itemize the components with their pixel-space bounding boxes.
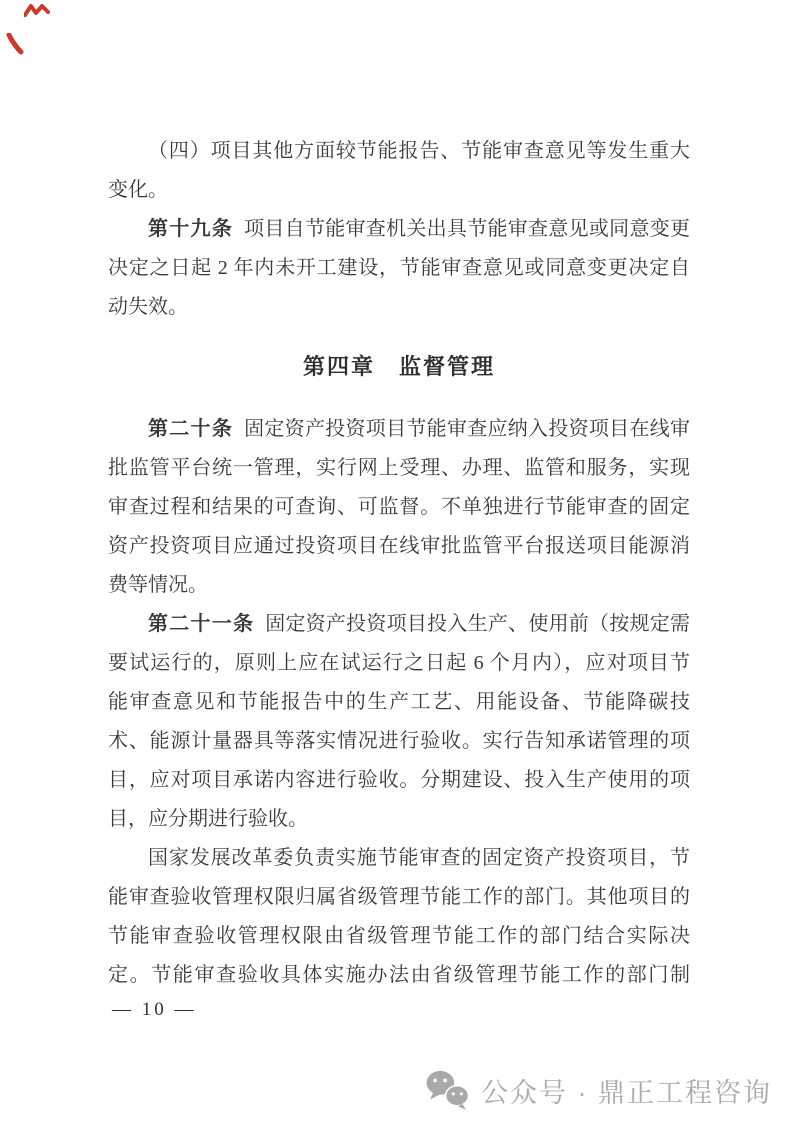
text-line: 第十九条 项目自节能审查机关出具节能审查意见或同意变更 (148, 218, 691, 240)
text-line: 能审查意见和节能报告中的生产工艺、用能设备、节能降碳技 (108, 691, 690, 713)
paragraph (108, 605, 690, 839)
text-line: 决定之日起 2 年内未开工建设，节能审查意见或同意变更决定自 (108, 257, 690, 279)
article-number: 第十九条 (148, 218, 234, 240)
text-line: 能审查验收管理权限归属省级管理节能工作的部门。其他项目的 (108, 886, 690, 908)
article-number: 第二十条 (148, 418, 234, 440)
text-line: 目，应分期进行验收。 (108, 808, 308, 830)
text-line: 费等情况。 (108, 574, 208, 596)
text-line: 目，应对项目承诺内容进行验收。分期建设、投入生产使用的项 (108, 769, 690, 791)
paragraph (108, 410, 690, 605)
paragraph (108, 210, 690, 327)
text-line: 节能审查验收管理权限由省级管理节能工作的部门结合实际决 (108, 925, 690, 947)
text-line: 动失效。 (108, 296, 188, 318)
text-line: 第二十一条 固定资产投资项目投入生产、使用前（按规定需 (148, 613, 691, 635)
text-line: 审查过程和结果的可查询、可监督。不单独进行节能审查的固定 (108, 496, 690, 518)
watermark-text: 公众号 · 鼎正工程咨询 (481, 1077, 772, 1108)
text-line: 要试运行的，原则上应在试运行之日起 6 个月内），应对项目节 (108, 652, 690, 674)
paragraph (108, 132, 690, 210)
chapter-heading: 第四章 监督管理 (302, 354, 495, 379)
red-pen-mark-icon (6, 33, 24, 55)
page-number: — 10 — (112, 999, 197, 1020)
text-line: 资产投资项目应通过投资项目在线审批监管平台报送项目能源消 (108, 535, 690, 557)
paragraph (108, 839, 690, 995)
red-pen-mark-icon (24, 4, 50, 20)
wechat-icon (425, 1069, 471, 1111)
text-line: 变化。 (108, 179, 168, 201)
text-line: 第二十条 固定资产投资项目节能审查应纳入投资项目在线审 (148, 418, 691, 440)
wechat-watermark (425, 1068, 772, 1112)
document-body (108, 0, 690, 995)
article-number: 第二十一条 (148, 613, 255, 635)
red-pen-marks (0, 0, 70, 60)
text-line: 国家发展改革委负责实施节能审查的固定资产投资项目，节 (148, 847, 690, 869)
text-line: 定。节能审查验收具体实施办法由省级管理节能工作的部门制 (108, 964, 690, 986)
text-line: 术、能源计量器具等落实情况进行验收。实行告知承诺管理的项 (108, 730, 690, 752)
text-line: （四）项目其他方面较节能报告、节能审查意见等发生重大 (148, 140, 690, 162)
text-line: 批监管平台统一管理，实行网上受理、办理、监管和服务，实现 (108, 457, 690, 479)
